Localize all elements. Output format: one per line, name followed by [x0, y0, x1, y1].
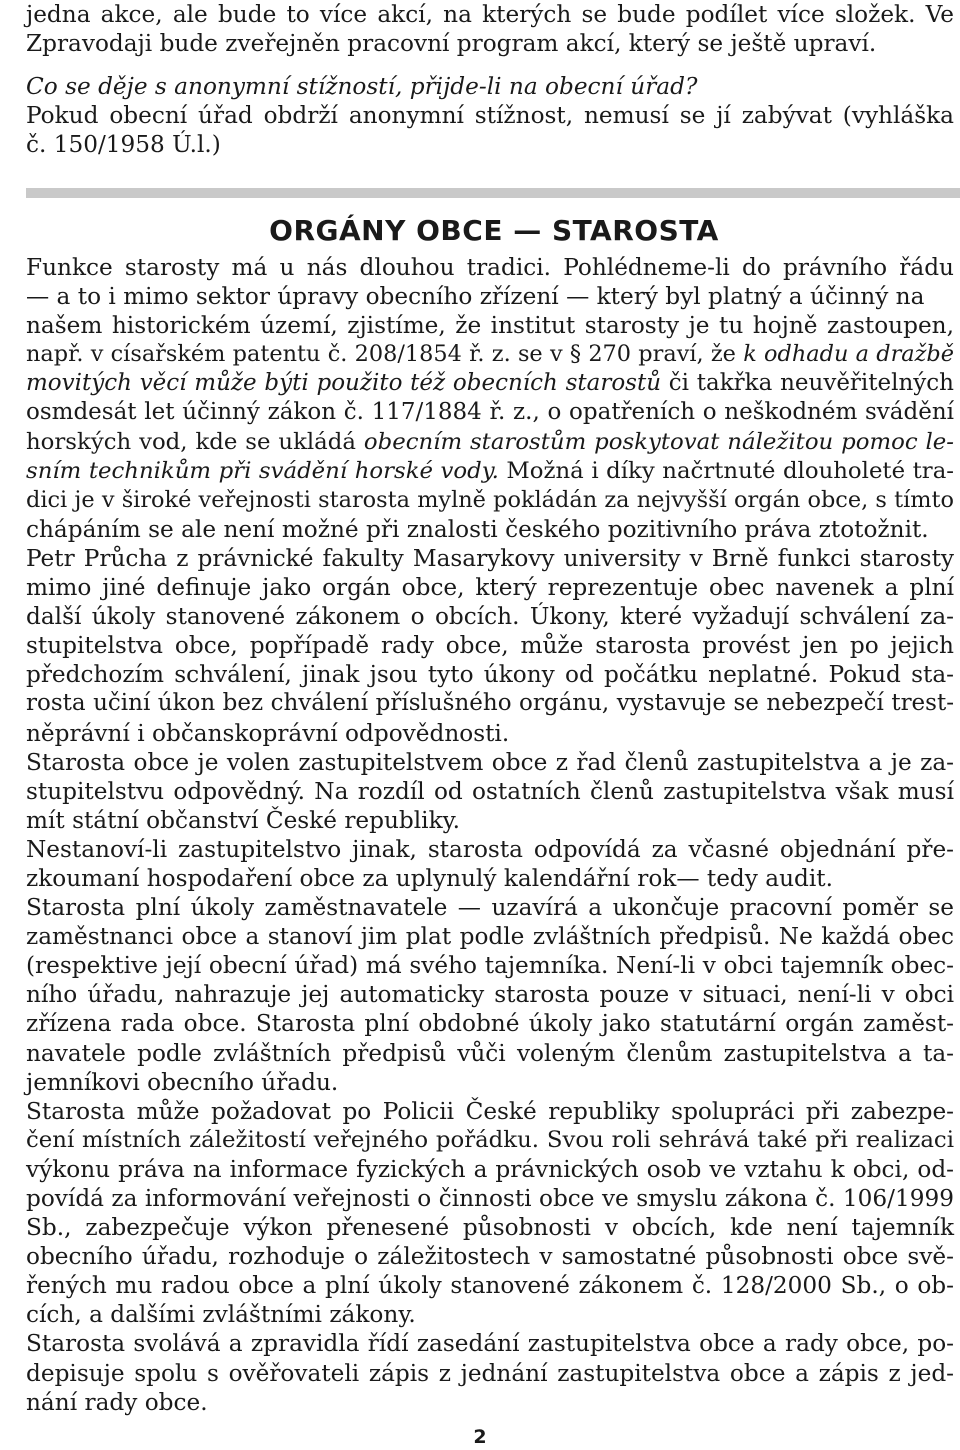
text-line — [26, 1388, 954, 1417]
text-line — [26, 282, 954, 311]
text-line: jedna akce, ale bude to více akcí, na kterých se bude podílet více složek. Ve — [26, 1, 954, 28]
text-segment: cích, a dalšími zvláštními zákony. — [26, 1301, 416, 1329]
text-segment: zaměstnanci obce a stanoví jim plat podle zvláštních předpisů. Ne každá obec — [26, 923, 954, 951]
text-segment: předchozím schválení, jinak jsou tyto úkony od počátku neplatné. Pokud sta- — [26, 661, 954, 689]
text-segment: výkonu práva na informace fyzických a právnických osob ve vztahu k obci, od- — [26, 1155, 954, 1183]
text-segment: mimo jiné definuje jako orgán obce, který reprezentuje obec navenek a plní — [26, 574, 954, 602]
section-body — [26, 253, 954, 1417]
section-divider — [26, 188, 960, 198]
text-segment: Funkce starosty má u nás dlouhou tradici. Pohlédneme-li do právního řádu — [26, 254, 954, 281]
text-line — [26, 486, 954, 515]
text-line — [26, 835, 954, 864]
text-segment: Sb., zabezpečuje výkon přenesené působnosti v obcích, kde není tajemník — [26, 1214, 954, 1242]
text-segment: obecního úřadu, rozhoduje o záležitostech v samostatné působnosti obce svě- — [26, 1243, 954, 1271]
text-line — [26, 1329, 954, 1358]
text-segment: Starosta obce je volen zastupitelstvem obce z řad členů zastupitelstva a je za- — [26, 748, 954, 776]
section-heading: ORGÁNY OBCE — STAROSTA — [269, 214, 719, 247]
text-line — [26, 1213, 954, 1242]
text-segment: (respektive její obecní úřad) má svého tajemníka. Není-li v obci tajemník obec- — [26, 952, 954, 980]
text-segment: či takřka neuvěřitelných — [661, 370, 954, 397]
text-segment: osmdesát let účinný zákon č. 117/1884 ř. z., o opatřeních o neškodném svádění — [26, 399, 954, 426]
page-number: 2 — [473, 1426, 487, 1448]
text-segment: řených mu radou obce a plní úkoly stanovené zákonem č. 128/2000 Sb., o ob- — [26, 1272, 954, 1300]
text-line — [26, 1359, 954, 1388]
text-line — [26, 253, 954, 282]
text-segment: navatele podle zvláštních předpisů vůči voleným členům zastupitelstva a ta- — [26, 1039, 954, 1067]
text-segment: zkoumaní hospodaření obce za uplynulý kalendářní rok— tedy audit. — [26, 864, 833, 892]
text-segment: jemníkovi obecního úřadu. — [26, 1068, 339, 1096]
text-line — [26, 1300, 954, 1329]
text-line — [26, 951, 954, 980]
text-line — [26, 1097, 954, 1126]
text-segment: depisuje spolu s ověřovateli zápis z jednání zastupitelstva obce a zápis z jed- — [26, 1359, 954, 1387]
text-segment: našem historickém území, zjistíme, že institut starosty je tu hojně zastoupen, — [26, 312, 954, 340]
text-line — [26, 1039, 954, 1068]
text-segment: obecním starostům poskytovat náležitou pomoc le- — [363, 428, 954, 455]
text-segment: movitých věcí může býti použito též obecních starostů — [26, 370, 662, 397]
answer-line: Pokud obecní úřad obdrží anonymní stížnost, nemusí se jí zabývat (vyhláška — [26, 102, 954, 130]
text-segment: Petr Průcha z právnické fakulty Masarykovy university v Brně funkci starosty — [26, 544, 954, 572]
text-segment: nání rady obce. — [26, 1388, 208, 1416]
text-segment: Možná i díky načrtnuté dlouholeté tra- — [498, 457, 954, 484]
text-line — [26, 515, 954, 544]
text-segment: např. v císařském patentu č. 208/1854 ř. z. se v § 270 praví, že — [26, 341, 744, 368]
text-line — [26, 748, 954, 777]
text-line — [26, 573, 954, 602]
text-segment: chápáním se ale není možné při znalosti českého pozitivního práva ztotožnit. — [26, 515, 929, 543]
text-line — [26, 398, 954, 427]
qa-paragraph — [26, 72, 954, 159]
text-line — [26, 631, 954, 660]
text-line — [26, 340, 954, 369]
text-segment: Starosta plní úkoly zaměstnavatele — uzavírá a ukončuje pracovní poměr se — [26, 894, 954, 922]
question-line: Co se děje s anonymní stížností, přijde-li na obecní úřad? — [26, 73, 698, 101]
text-line — [26, 544, 954, 573]
text-line — [26, 428, 954, 457]
text-line — [26, 806, 954, 835]
text-line — [26, 980, 954, 1009]
text-line — [26, 311, 954, 340]
text-segment: horských vod, kde se ukládá — [26, 428, 364, 455]
text-line: Zpravodaji bude zveřejněn pracovní program akcí, který se ještě upraví. — [26, 30, 877, 58]
text-line — [26, 864, 954, 893]
answer-line: č. 150/1958 Ú.l.) — [26, 131, 221, 159]
text-line — [26, 1184, 954, 1213]
text-segment: stupitelstvu odpovědný. Na rozdíl od ostatních členů zastupitelstva však musí — [26, 777, 954, 805]
text-line — [26, 1242, 954, 1271]
text-segment: ního úřadu, nahrazuje jej automaticky starosta pouze v situaci, není-li v obci — [26, 981, 954, 1009]
text-segment: mít státní občanství České republiky. — [26, 806, 461, 834]
text-line — [26, 1155, 954, 1184]
text-line — [26, 369, 954, 398]
text-line — [26, 660, 954, 689]
text-segment: k odhadu a dražbě — [743, 341, 955, 368]
text-segment: další úkoly stanovené zákonem o obcích. Úkony, které vyžadují schválení za- — [26, 603, 954, 631]
text-segment: Starosta svolává a zpravidla řídí zasedání zastupitelstva obce a rady obce, po- — [26, 1330, 954, 1358]
text-line — [26, 457, 954, 486]
text-line — [26, 777, 954, 806]
text-line — [26, 602, 954, 631]
intro-block — [26, 0, 954, 159]
text-segment: čení místních záležitostí veřejného pořádku. Svou roli sehrává také při realizaci — [26, 1126, 954, 1153]
text-line — [26, 1068, 954, 1097]
intro-paragraph — [26, 0, 954, 58]
text-line — [26, 893, 954, 922]
text-segment: povídá za informování veřejnosti o činnosti obce ve smyslu zákona č. 106/1999 — [26, 1185, 954, 1212]
text-segment: Nestanoví-li zastupitelstvo jinak, starosta odpovídá za včasné objednání pře- — [26, 835, 954, 863]
text-line — [26, 1009, 954, 1038]
text-segment: dici je v široké veřejnosti starosta mylně pokládán za nejvyšší orgán obce, s tímto — [26, 486, 954, 513]
text-segment: stupitelstva obce, popřípadě rady obce, může starosta provést jen po jejich — [26, 632, 954, 660]
text-segment: rosta učiní úkon bez chválení příslušného orgánu, vystavuje se nebezpečí trest- — [26, 690, 954, 717]
text-line — [26, 1126, 954, 1155]
section-paragraphs — [26, 253, 954, 1417]
text-segment: zřízena rada obce. Starosta plní obdobné úkoly jako statutární orgán zaměst- — [26, 1010, 954, 1038]
text-line — [26, 689, 954, 718]
text-segment: něprávní i občanskoprávní odpovědnosti. — [26, 719, 510, 747]
text-line — [26, 1271, 954, 1300]
text-line — [26, 719, 954, 748]
text-line — [26, 922, 954, 951]
text-segment: — a to i mimo sektor úpravy obecního zřízení — který byl platný a účinný na — [26, 283, 925, 311]
text-segment: sním technikům při svádění horské vody. — [26, 457, 499, 484]
text-segment: Starosta může požadovat po Policii České republiky spolupráci při zabezpe- — [26, 1097, 954, 1125]
